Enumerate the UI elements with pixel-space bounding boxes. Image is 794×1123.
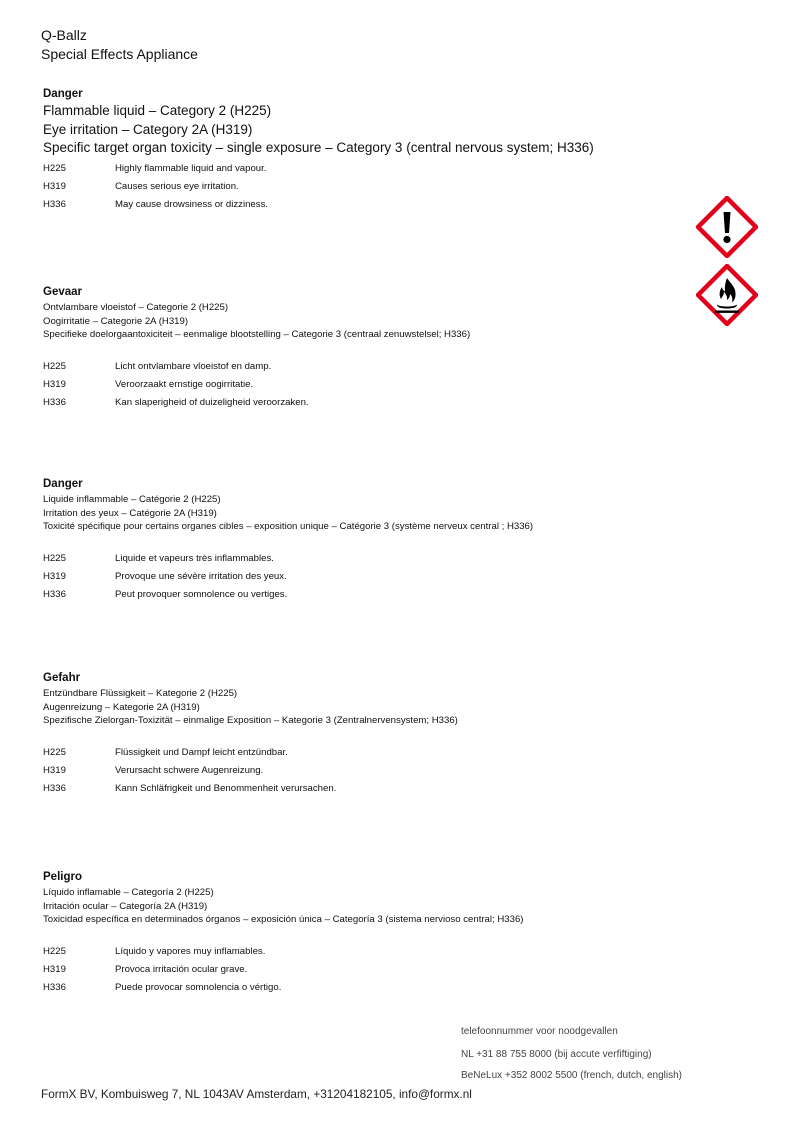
hazard-statement: [43, 780, 458, 798]
signal-word: Peligro: [43, 871, 82, 883]
hazard-code: H336: [43, 782, 66, 794]
hazard-code: H225: [43, 162, 66, 174]
classification-item: Specifieke doelorgaantoxiciteit – eenmalige blootstelling – Categorie 3 (centraal zenuwstelsel; H336): [43, 329, 471, 340]
section-english: [43, 88, 594, 214]
hazard-code: H336: [43, 396, 66, 408]
classification-item: Líquido inflamable – Categoría 2 (H225): [43, 887, 214, 898]
section-french: [43, 478, 533, 604]
classification-list: [43, 102, 594, 158]
hazard-text: Highly flammable liquid and vapour.: [115, 162, 267, 174]
classification-item: Flammable liquid – Category 2 (H225): [43, 103, 272, 118]
classification-list: [43, 687, 458, 728]
classification-item: Toxicidad específica en determinados órganos – exposición única – Categoría 3 (sistema nervioso central; H336): [43, 914, 524, 925]
hazard-statement: [43, 943, 523, 961]
hazard-text: Flüssigkeit und Dampf leicht entzündbar.: [115, 746, 288, 758]
hazard-statement-list: [43, 358, 470, 412]
hazard-code: H225: [43, 360, 66, 372]
hazard-statement: [43, 394, 470, 412]
hazard-code: H225: [43, 746, 66, 758]
hazard-text: Verursacht schwere Augenreizung.: [115, 764, 264, 776]
exclamation-mark-icon: [696, 196, 758, 258]
hazard-text: May cause drowsiness or dizziness.: [115, 198, 269, 210]
hazard-text: Líquido y vapores muy inflamables.: [115, 945, 266, 957]
emergency-benelux: BeNeLux +352 8002 5500 (french, dutch, english): [461, 1070, 682, 1081]
hazard-statement: [43, 160, 594, 178]
hazard-text: Peut provoquer somnolence ou vertiges.: [115, 588, 288, 600]
product-header: [41, 26, 198, 64]
hazard-statement: [43, 358, 470, 376]
signal-word: Gevaar: [43, 286, 83, 298]
classification-item: Spezifische Zielorgan-Toxizität – einmalige Exposition – Kategorie 3 (Zentralnervensystem; H336): [43, 715, 458, 726]
hazard-text: Provoca irritación ocular grave.: [115, 963, 248, 975]
company-address: FormX BV, Kombuisweg 7, NL 1043AV Amsterdam, +31204182105, info@formx.nl: [41, 1087, 472, 1101]
hazard-statement: [43, 586, 533, 604]
emergency-nl: NL +31 88 755 8000 (bij accute verfiftiging): [461, 1049, 652, 1060]
classification-item: Oogirritatie – Categorie 2A (H319): [43, 315, 189, 327]
signal-word: Danger: [43, 88, 83, 100]
hazard-code: H319: [43, 180, 66, 192]
hazard-statement: [43, 744, 458, 762]
product-type: Special Effects Appliance: [41, 46, 198, 62]
hazard-code: H319: [43, 764, 66, 776]
hazard-code: H319: [43, 378, 66, 390]
hazard-text: Liquide et vapeurs très inflammables.: [115, 552, 274, 564]
hazard-statement: [43, 762, 458, 780]
hazard-text: Kan slaperigheid of duizeligheid veroorzaken.: [115, 396, 309, 408]
hazard-code: H225: [43, 945, 66, 957]
hazard-code: H336: [43, 981, 66, 993]
classification-item: Irritación ocular – Categoría 2A (H319): [43, 900, 208, 912]
hazard-statement: [43, 376, 470, 394]
hazard-statement: [43, 178, 594, 196]
section-spanish: [43, 871, 523, 997]
hazard-statement: [43, 196, 594, 214]
hazard-code: H225: [43, 552, 66, 564]
hazard-statement-list: [43, 160, 594, 214]
signal-word: Gefahr: [43, 672, 81, 684]
classification-item: Eye irritation – Category 2A (H319): [43, 121, 253, 137]
hazard-statement: [43, 550, 533, 568]
classification-list: [43, 301, 470, 342]
hazard-statement-list: [43, 943, 523, 997]
classification-item: Specific target organ toxicity – single exposure – Category 3 (central nervous system; H336): [43, 140, 594, 155]
hazard-text: Licht ontvlambare vloeistof en damp.: [115, 360, 272, 372]
classification-list: [43, 886, 523, 927]
hazard-text: Puede provocar somnolencia o vértigo.: [115, 981, 282, 993]
hazard-statement-list: [43, 744, 458, 798]
hazard-statement: [43, 961, 523, 979]
emergency-label: telefoonnummer voor noodgevallen: [461, 1026, 618, 1037]
hazard-code: H336: [43, 588, 66, 600]
classification-item: Irritation des yeux – Catégorie 2A (H319): [43, 507, 217, 519]
section-dutch: [43, 286, 470, 412]
signal-word: Danger: [43, 478, 83, 490]
hazard-code: H319: [43, 963, 66, 975]
classification-list: [43, 493, 533, 534]
hazard-statement: [43, 568, 533, 586]
section-german: [43, 672, 458, 798]
classification-item: Ontvlambare vloeistof – Categorie 2 (H225): [43, 302, 229, 313]
hazard-statement-list: [43, 550, 533, 604]
product-name: Q-Ballz: [41, 27, 87, 43]
hazard-code: H336: [43, 198, 66, 210]
classification-item: Toxicité spécifique pour certains organes cibles – exposition unique – Catégorie 3 (système nerveux central ; H336): [43, 521, 534, 532]
classification-item: Entzündbare Flüssigkeit – Kategorie 2 (H225): [43, 688, 238, 699]
hazard-statement: [43, 979, 523, 997]
hazard-text: Provoque une sévère irritation des yeux.: [115, 570, 287, 582]
hazard-text: Veroorzaakt ernstige oogirritatie.: [115, 378, 254, 390]
flame-icon: [696, 264, 758, 326]
hazard-text: Causes serious eye irritation.: [115, 180, 239, 192]
hazard-code: H319: [43, 570, 66, 582]
hazard-text: Kann Schläfrigkeit und Benommenheit verursachen.: [115, 782, 337, 794]
classification-item: Liquide inflammable – Catégorie 2 (H225): [43, 494, 221, 505]
classification-item: Augenreizung – Kategorie 2A (H319): [43, 701, 200, 713]
